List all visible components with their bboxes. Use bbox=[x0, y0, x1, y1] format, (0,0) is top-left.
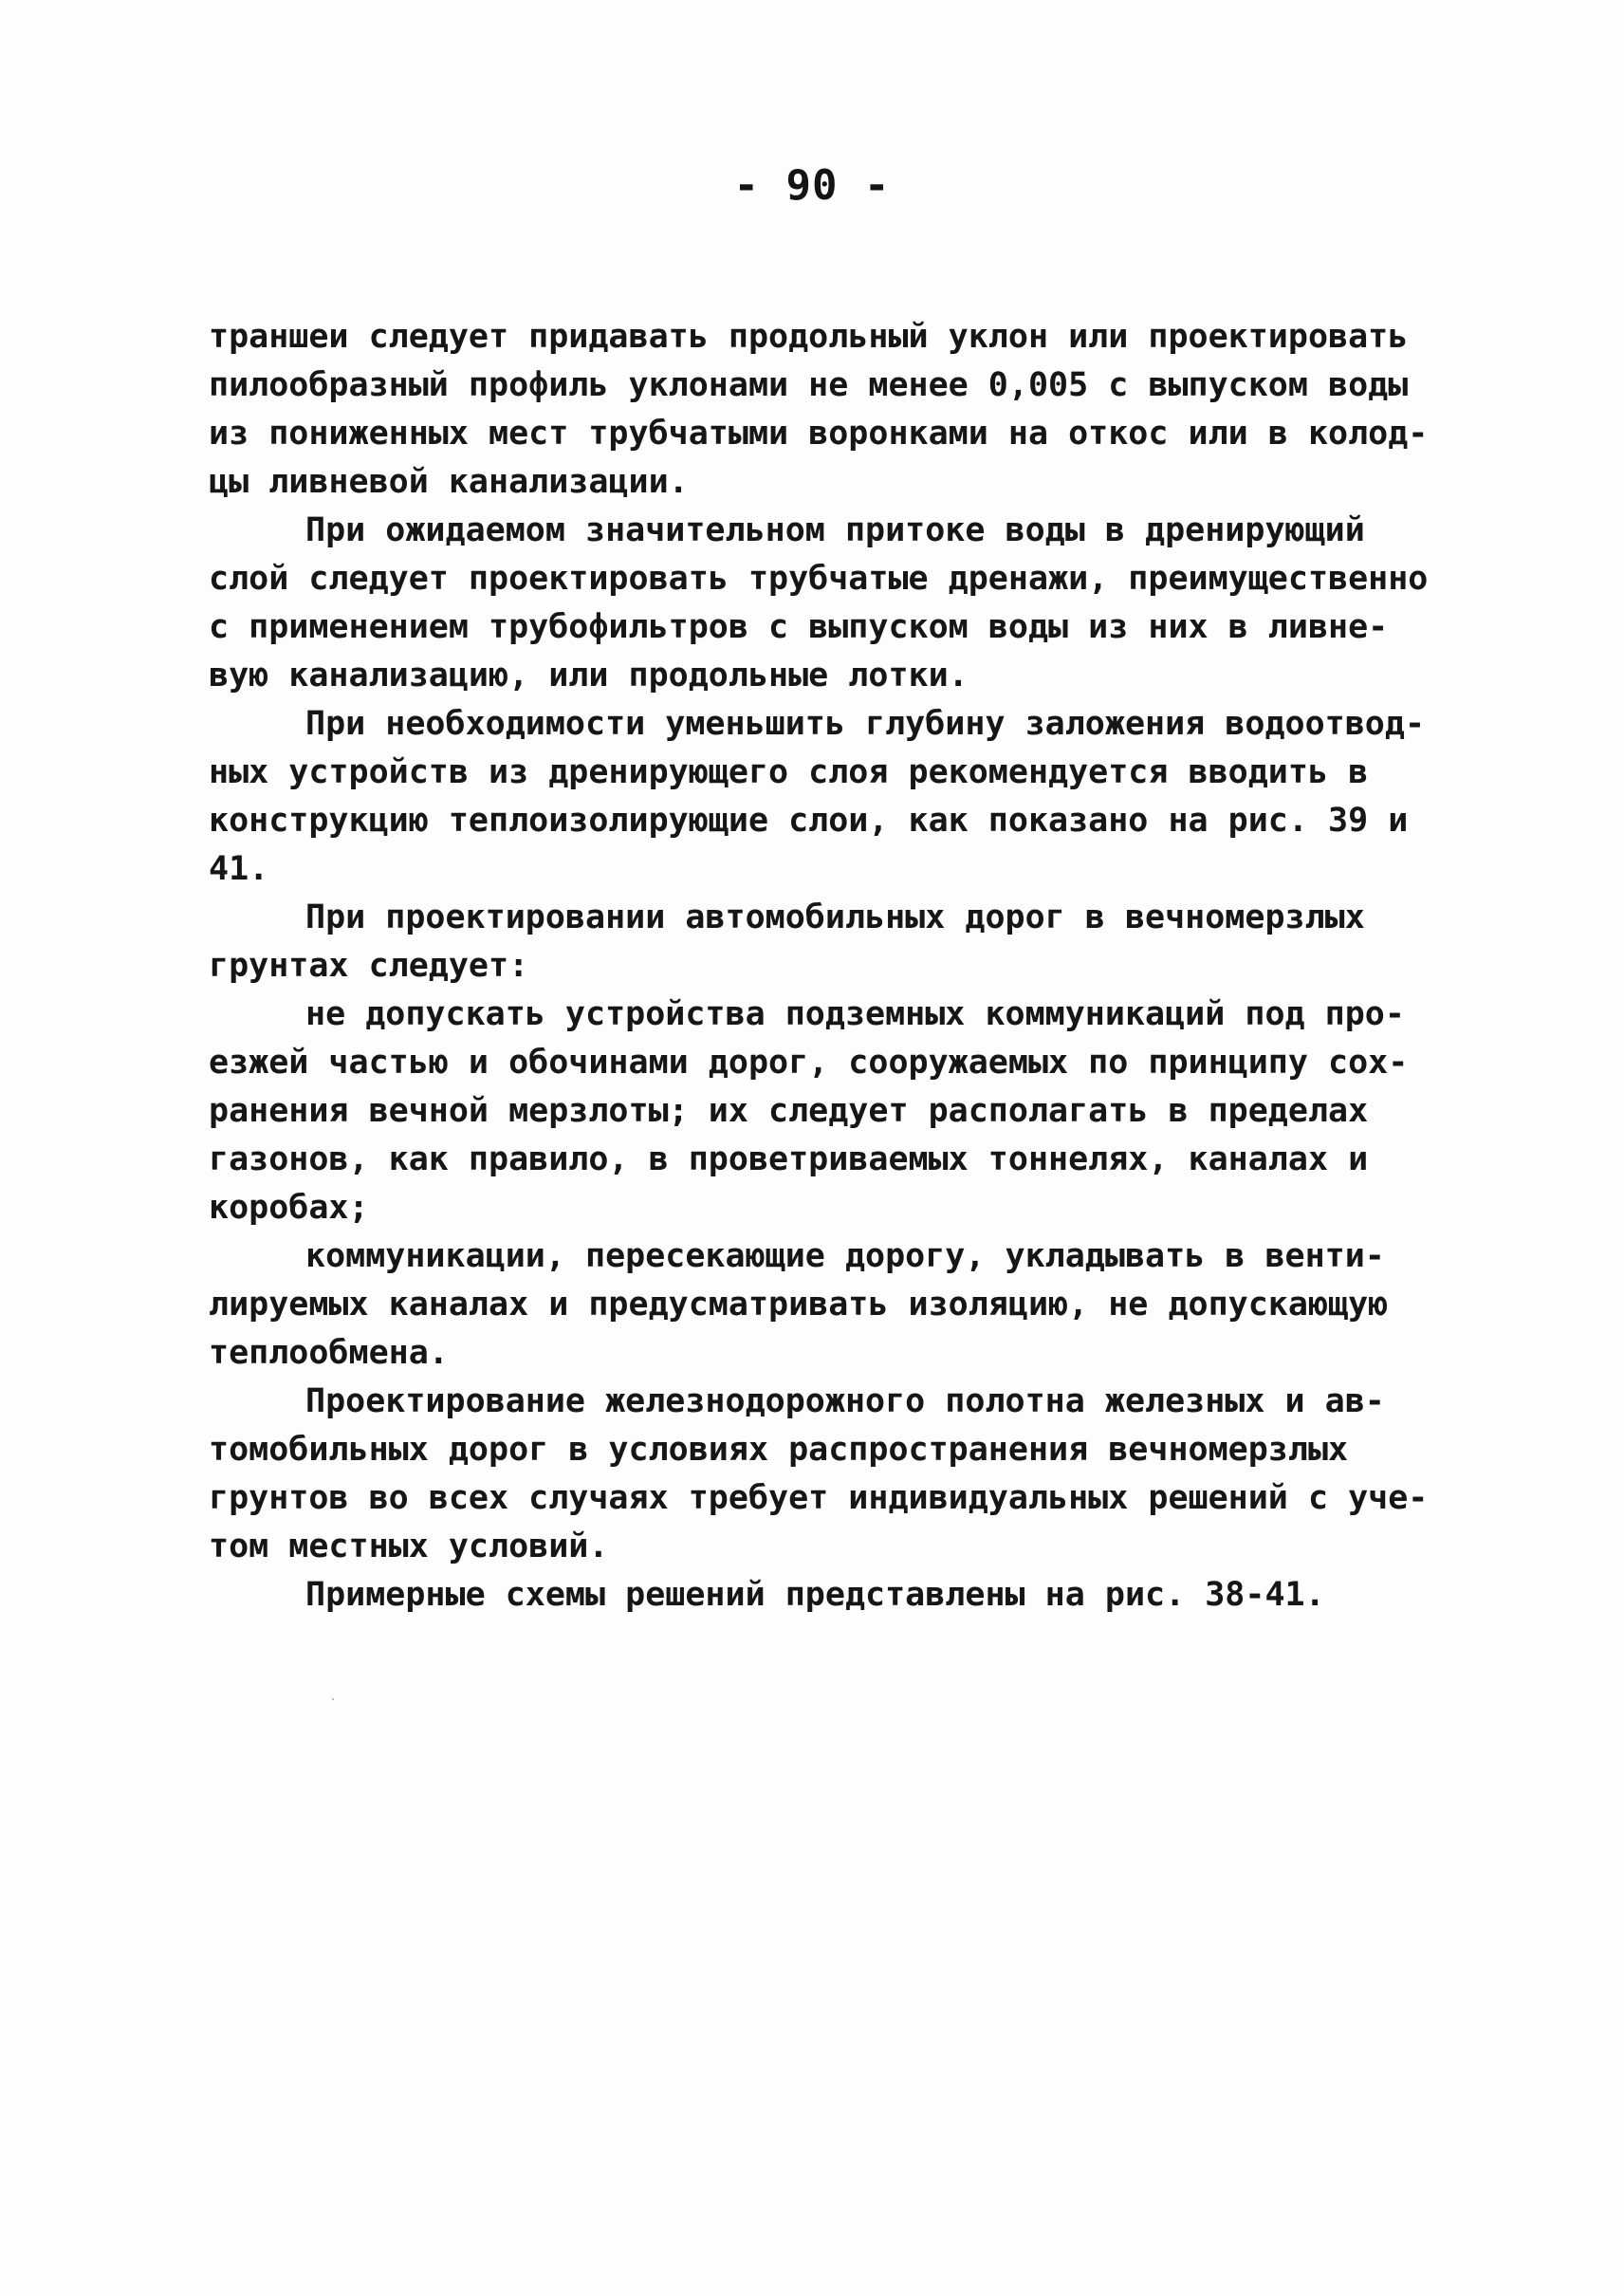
text-line: томобильных дорог в условиях распространения вечномерзлых bbox=[209, 1431, 1349, 1469]
text-line: пилообразный профиль уклонами не менее 0,005 с выпуском воды bbox=[209, 366, 1409, 404]
text-line: с применением трубофильтров с выпуском воды из них в ливне- bbox=[209, 608, 1389, 646]
text-line: При проектировании автомобильных дорог в вечномерзлых bbox=[305, 898, 1365, 936]
text-line: 41. bbox=[209, 850, 269, 888]
text-line: ных устройств из дренирующего слоя рекомендуется вводить в bbox=[209, 753, 1369, 791]
scan-speck bbox=[332, 1698, 334, 1700]
text-line: грунтов во всех случаях требует индивидуальных решений с уче- bbox=[209, 1479, 1429, 1517]
text-line: Примерные схемы решений представлены на рис. 38-41. bbox=[305, 1576, 1325, 1614]
text-line: коммуникации, пересекающие дорогу, укладывать в венти- bbox=[305, 1237, 1385, 1275]
text-line: ранения вечной мерзлоты; их следует располагать в пределах bbox=[209, 1092, 1369, 1130]
text-line: коробах; bbox=[209, 1189, 369, 1227]
text-line: вую канализацию, или продольные лотки. bbox=[209, 657, 969, 694]
text-line: слой следует проектировать трубчатые дренажи, преимущественно bbox=[209, 560, 1429, 598]
text-line: цы ливневой канализации. bbox=[209, 463, 689, 501]
text-line: из пониженных мест трубчатыми воронками на откос или в колод- bbox=[209, 415, 1429, 453]
text-line: не допускать устройства подземных коммуникаций под про- bbox=[305, 995, 1405, 1033]
text-line: том местных условий. bbox=[209, 1528, 609, 1565]
text-line: газонов, как правило, в проветриваемых тоннелях, каналах и bbox=[209, 1140, 1369, 1178]
page-number: - 90 - bbox=[733, 161, 891, 210]
text-line: конструкцию теплоизолирующие слои, как показано на рис. 39 и bbox=[209, 802, 1409, 840]
text-line: езжей частью и обочинами дорог, сооружаемых по принципу сох- bbox=[209, 1044, 1409, 1082]
text-line: траншеи следует придавать продольный уклон или проектировать bbox=[209, 318, 1409, 356]
text-line: грунтах следует: bbox=[209, 947, 529, 985]
text-line: теплообмена. bbox=[209, 1334, 449, 1372]
text-line: лируемых каналах и предусматривать изоляцию, не допускающую bbox=[209, 1286, 1389, 1324]
text-line: При ожидаемом значительном притоке воды в дренирующий bbox=[305, 511, 1365, 549]
text-line: При необходимости уменьшить глубину заложения водоотвод- bbox=[305, 705, 1426, 743]
text-line: Проектирование железнодорожного полотна железных и ав- bbox=[305, 1382, 1385, 1420]
body-text bbox=[209, 313, 1451, 1620]
